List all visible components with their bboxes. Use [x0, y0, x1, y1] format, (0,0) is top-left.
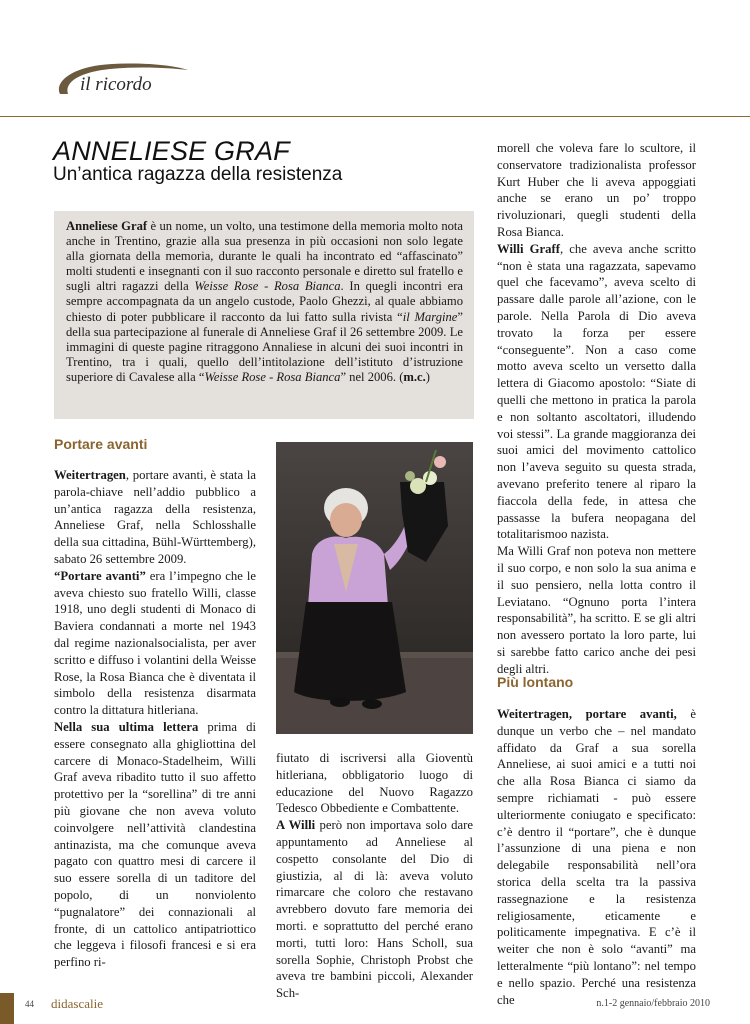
heading-piu-lontano: Più lontano	[497, 674, 574, 690]
column-3-top	[497, 140, 696, 678]
photo-illustration	[276, 442, 473, 734]
intro-italic-2: il Margine	[402, 309, 458, 324]
intro-box	[54, 211, 474, 419]
intro-signature: m.c.	[403, 369, 426, 384]
col1-paragraph-1	[54, 467, 256, 568]
col1-p2-bold: “Portare avanti”	[54, 568, 146, 583]
article-subtitle: Un’antica ragazza della resistenza	[53, 164, 343, 185]
section-logo	[52, 60, 192, 100]
col2-p2-text: però non importava solo dare appuntamento ad Anneliese al cospetto consolante del Dio di giustizia, al di là: aveva voluto rimarcare che coloro che restavano avrebbero dovuto fare memoria dei morti. e soprattutto del perché erano morti, tutti loro: Hans Scholl, sua sorella Sophie, Christoph Probst che aveva tre bambini piccoli, Alexander Sch-	[276, 818, 474, 1001]
col1-paragraph-3	[54, 719, 256, 971]
col3-paragraph-4	[497, 706, 696, 1008]
col3-p4-bold: Weitertragen, portare avanti,	[497, 707, 677, 721]
col1-p2-text: era l’impegno che le aveva chiesto suo fratello Willi, classe 1918, uno degli studenti di Monaco di Baviera condannati a morte nel 1943 dal regime nazionalsocialista, per aver scritto e diffuso i volantini della Weisse Rose, la Rosa Bianca che è diventata il simbolo della resistenza disarmata contro la dittatura hitleriana.	[54, 568, 257, 718]
column-2	[276, 750, 473, 1002]
photo-anneliese-graf	[276, 442, 473, 734]
col1-p3-bold: Nella sua ultima lettera	[54, 719, 199, 734]
footer-accent-bar	[0, 993, 14, 1024]
intro-lead-name: Anneliese Graf	[66, 219, 148, 233]
column-3-bottom	[497, 706, 696, 1008]
col3-paragraph-3: Ma Willi Graf non poteva non mettere il suo corpo, e non solo la sua anima e il suo pensiero, nella lotta contro il Leviatano. “Ognuno porta l’intera responsabilità”, ha scritto. E se gli altri non avessero portato la loro parte, lui si sarebbe fatto carico anche dei pesi degli altri.	[497, 544, 696, 676]
col1-p1-text: , portare avanti, è stata la parola-chiave nell’addio pubblico a un’antica ragazza della resistenza, Anneliese Graf, nella Schlosshalle della sua cittadina, Bühl-Württemberg), sabato 26 settembre 2009.	[54, 468, 256, 566]
col3-p2-text: , che aveva anche scritto “non è stata una ragazzata, sapevamo quel che facevamo”, aveva scelto di passare dalle parole all’azione, con le parole. Nella Parola di Dio aveva trovato la forza per essere “conseguente”. Non a caso come motto aveva scelto un versetto dalla lettera di Giacomo apostolo: “Siate di quelli che mettono in pratica la parola e non soltanto ascoltatori, illudendo voi stessi”. La grande maggioranza dei suoi amici del movimento cattolico non l’aveva seguito su questa strada, avevano preferito tenere al riparo la fiaccola della fede, in attesa che passasse la bufera neopagana del totalitarismoo nazista.	[497, 241, 696, 542]
intro-text	[66, 219, 463, 385]
intro-text-b: . In quegli incontri era sempre accompagnata da un angelo custode, Paolo Ghezzi, al quale abbiamo chiesto di poter pubblicare il racconto da lui fatto sulla rivista “	[66, 279, 463, 324]
col3-p4-text: è dunque un verbo che – nel mandato affidato da Graf a sua sorella Anneliese, ai suoi amici e a tutti noi che alla Rosa Bianca ci siamo da sempre richiamati - può essere ulteriormente coniugato e specificato: c’è dentro il “portare”, che è dunque l’assunzione di una piena e non delegabile responsabilità nell’ora storica della scelta tra la passiva rassegnazione e la resistenza religiosamente, eticamente e politicamente impegnativa. E c’è il weiter che non è solo “avanti” ma letteralmente “più lontano”: nel tempo e nello spazio. Perché una resistenza che	[497, 707, 696, 1007]
col1-p3-text: prima di essere consegnato alla ghigliottina del carcere di Monaco-Stadelheim, Willi Graf aveva ribadito tutto il suo affetto protettivo per la “sorellina” di tre anni più giovane che non aveva voluto coinvolgere nell’attività clandestina antinazista, ma che comunque aveva pagato con quattro mesi di carcere il suo essere sorella di un taditore del popolo, di un nonviolento “pugnalatore” dei connazionali al fronte, di un cattolico antipatriottico che leggeva i filosofi francesi e si era perfino ri-	[54, 719, 256, 970]
article-title: ANNELIESE GRAF	[53, 136, 290, 166]
intro-italic-3: Weisse Rose - Rosa Bianca	[204, 369, 341, 384]
col3-paragraph-2	[497, 241, 696, 543]
issue-info: n.1-2 gennaio/febbraio 2010	[596, 998, 710, 1009]
intro-text-e: )	[425, 369, 430, 384]
page-number: 44	[25, 999, 34, 1009]
intro-text-c: ” della sua partecipazione al funerale di Anneliese Graf il 26 settembre 2009. Le immagini di queste pagine ritraggono Annaliese in alcuni dei suoi incontri in Trentino, tra i quali, quello dell’intitolazione dell’istituto d’istruzione superiore di Cavalese alla “	[66, 309, 463, 384]
intro-text-d: ” nel 2006. (	[340, 369, 404, 384]
heading-portare-avanti: Portare avanti	[54, 436, 148, 452]
col1-p1-bold: Weitertragen	[54, 468, 126, 482]
col2-p2-bold: A Willi	[276, 818, 316, 833]
intro-text-a: è un nome, un volto, una testimone della memoria molto nota anche in Trentino, grazie alla sua presenza in più occasioni non solo legate alla giornata della memoria, durante le quali ha incontrato ed “affascinato” molti studenti e insegnanti con il suo racconto personale e diretto sul fratello e sugli altri ragazzi della	[66, 219, 463, 294]
header-rule	[0, 116, 750, 117]
column-1	[54, 467, 256, 971]
col3-p2-bold: Willi Graff	[497, 241, 560, 256]
intro-italic-1: Weisse Rose - Rosa Bianca	[194, 279, 341, 294]
section-label: il ricordo	[80, 74, 152, 95]
col1-paragraph-2	[54, 568, 256, 719]
col2-paragraph-1: fiutato di iscriversi alla Gioventù hitleriana, obbligatorio luogo di educazione del Nuovo Ragazzo Tedesco Obbediente e Combattente.	[276, 751, 473, 816]
magazine-name: didascalie	[51, 996, 103, 1011]
col3-paragraph-1: morell che voleva fare lo scultore, il conservatore tradizionalista professor Kurt Huber che li aveva appoggiati anche se erano un po’ troppo rivoluzionari, quegli studenti della Rosa Bianca.	[497, 141, 696, 239]
col2-paragraph-2	[276, 817, 473, 1002]
